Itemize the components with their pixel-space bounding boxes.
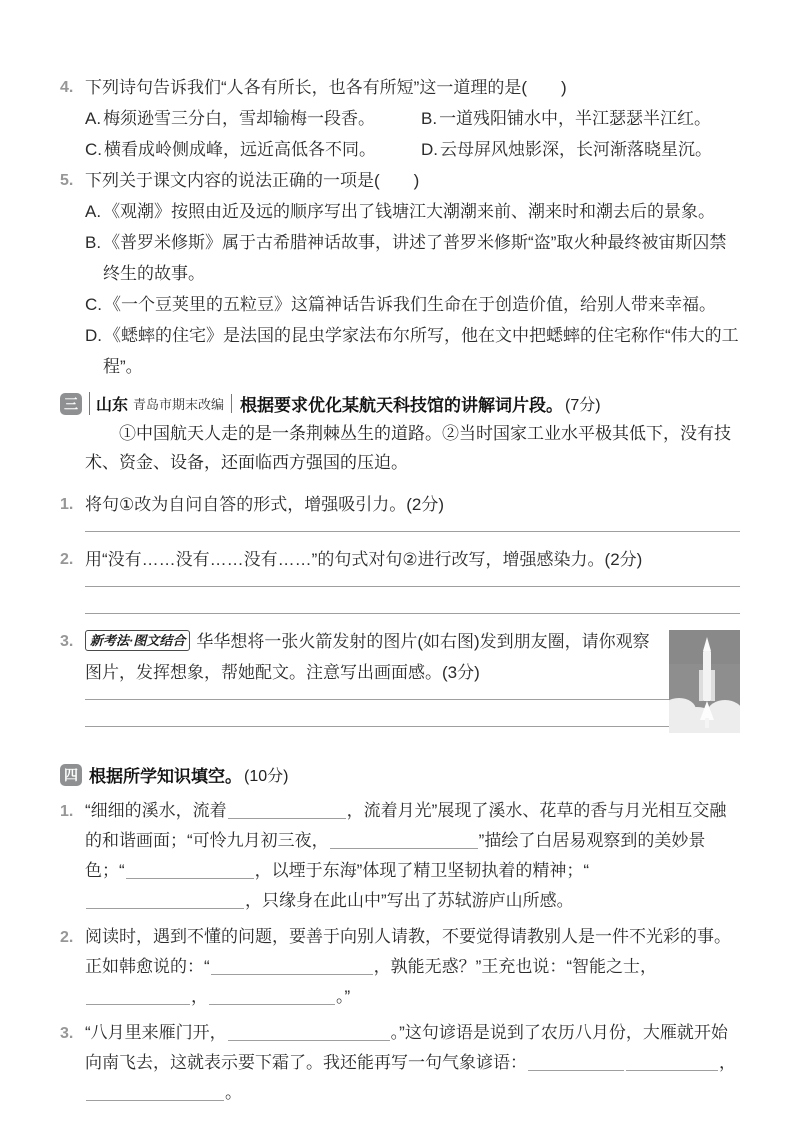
question-number: 2. <box>60 929 74 946</box>
question-text: 将句①改为自问自答的形式，增强吸引力。(2分) <box>85 495 445 514</box>
question-stem: 下列诗句告诉我们“人各有所长，也各有所短”这一道理的是( ) <box>85 78 567 97</box>
option-text: 一道残阳铺水中，半江瑟瑟半江红。 <box>439 109 712 128</box>
question-number: 2. <box>60 551 74 568</box>
fill-in-blank <box>126 865 254 879</box>
exam-style-tag: 新考法·图文结合 <box>85 630 190 651</box>
option-b: B. 一道残阳铺水中，半江瑟瑟半江红。 <box>421 109 712 128</box>
question-4 <box>60 72 740 165</box>
exam-source-label: 青岛市期末改编 <box>133 394 232 413</box>
option-text: 《普罗米修斯》属于古希腊神话故事，讲述了普罗米修斯“盗”取火种最终被宙斯囚禁终生的故事。 <box>103 233 727 283</box>
fill-in-blank <box>626 1057 718 1071</box>
section-title: 根据所学知识填空。 <box>89 767 242 786</box>
option-text: 梅须逊雪三分白，雪却输梅一段香。 <box>103 109 376 128</box>
option-d: D. 《蟋蟀的住宅》是法国的昆虫学家法布尔所写，他在文中把蟋蟀的住宅称作“伟大的工程”。 <box>85 326 739 376</box>
question-4-1 <box>60 796 740 916</box>
question-4-options <box>85 103 740 165</box>
section-4 <box>60 759 740 1108</box>
question-3-3 <box>60 626 740 739</box>
section-4-header <box>60 759 740 790</box>
section-badge: 三 <box>60 393 82 415</box>
question-number: 1. <box>60 803 74 820</box>
section-title: 根据要求优化某航天科技馆的讲解词片段。 <box>240 396 564 415</box>
question-4-2 <box>60 922 740 1012</box>
question-number: 3. <box>60 1025 74 1042</box>
section-score: (7分) <box>565 397 601 414</box>
option-a: A. 《观潮》按照由近及远的顺序写出了钱塘江大潮潮来前、潮来时和潮去后的景象。 <box>85 202 716 221</box>
section-score: (10分) <box>244 768 289 785</box>
option-c: C. 横看成岭侧成峰，远近高低各不同。 <box>85 140 376 159</box>
option-c: C. 《一个豆荚里的五粒豆》这篇神话告诉我们生命在于创造价值，给别人带来幸福。 <box>85 295 716 314</box>
question-5 <box>60 165 740 382</box>
option-text: 《观潮》按照由近及远的顺序写出了钱塘江大潮潮来前、潮来时和潮去后的景象。 <box>103 202 716 221</box>
question-4-3 <box>60 1018 740 1108</box>
section-badge: 四 <box>60 764 82 786</box>
fill-in-blank <box>209 991 335 1005</box>
option-a: A. 梅须逊雪三分白，雪却输梅一段香。 <box>85 109 376 128</box>
question-3-1 <box>60 489 740 532</box>
rocket-launch-image <box>669 630 740 733</box>
passage-text: ①中国航天人走的是一条荆棘丛生的道路。②当时国家工业水平极其低下，没有技术、资金、设备，还面临西方强国的压迫。 <box>85 424 731 472</box>
section-3 <box>60 388 740 739</box>
question-3-2 <box>60 544 740 614</box>
option-text: 横看成岭侧成峰，远近高低各不同。 <box>104 140 376 159</box>
answer-line <box>85 586 740 587</box>
answer-line <box>85 531 740 532</box>
option-d: D. 云母屏风烛影深，长河渐落晓星沉。 <box>421 140 712 159</box>
option-text: 云母屏风烛影深，长河渐落晓星沉。 <box>440 140 712 159</box>
fill-in-blank <box>211 961 373 975</box>
question-text <box>85 626 740 688</box>
question-text-body: 华华想将一张火箭发射的图片(如右图)发到朋友圈，请你观察图片，发挥想象，帮她配文。注意写出画面感。(3分) <box>85 632 650 682</box>
answer-line <box>85 699 740 700</box>
question-number: 1. <box>60 496 74 513</box>
option-text: 《蟋蟀的住宅》是法国的昆虫学家法布尔所写，他在文中把蟋蟀的住宅称作“伟大的工程”。 <box>103 326 739 376</box>
fill-in-question-text: “八月里来雁门开， 。”这句谚语是说到了农历八月份，大雁就开始向南飞去，这就表示要下霜了。我还能再写一句气象谚语： ，。 <box>85 1023 736 1102</box>
question-number: 3. <box>60 633 74 650</box>
question-text: 用“没有……没有……没有……”的句式对句②进行改写，增强感染力。(2分) <box>85 550 643 569</box>
fill-in-blank <box>86 991 190 1005</box>
fill-in-question-text: “细细的溪水，流着 ，流着月光”展现了溪水、花草的香与月光相互交融的和谐画面；“可怜九月初三夜， ”描绘了白居易观察到的美妙景色；“ ，以堙于东海”体现了精卫坚韧执着的精神；“，只缘身在此山中”写出了苏轼游庐山所感。 <box>85 801 727 910</box>
fill-in-question-text: 阅读时，遇到不懂的问题，要善于向别人请教，不要觉得请教别人是一件不光彩的事。正如韩愈说的：“ ，孰能无惑？”王充也说：“智能之士，， 。” <box>85 927 731 1006</box>
question-number: 4. <box>60 79 74 96</box>
answer-line <box>85 726 740 727</box>
section-3-header <box>60 388 740 419</box>
province-label: 山东 <box>89 392 128 415</box>
fill-in-blank <box>86 1087 224 1101</box>
option-text: 《一个豆荚里的五粒豆》这篇神话告诉我们生命在于创造价值，给别人带来幸福。 <box>104 295 716 314</box>
question-stem: 下列关于课文内容的说法正确的一项是( ) <box>85 171 420 190</box>
fill-in-blank <box>228 805 346 819</box>
fill-in-blank <box>228 1027 390 1041</box>
fill-in-blank <box>528 1057 624 1071</box>
fill-in-blank <box>330 835 478 849</box>
question-number: 5. <box>60 172 74 189</box>
fill-in-blank <box>86 895 244 909</box>
answer-line <box>85 613 740 614</box>
option-b: B. 《普罗米修斯》属于古希腊神话故事，讲述了普罗米修斯“盗”取火种最终被宙斯囚禁终生的故事。 <box>85 233 727 283</box>
